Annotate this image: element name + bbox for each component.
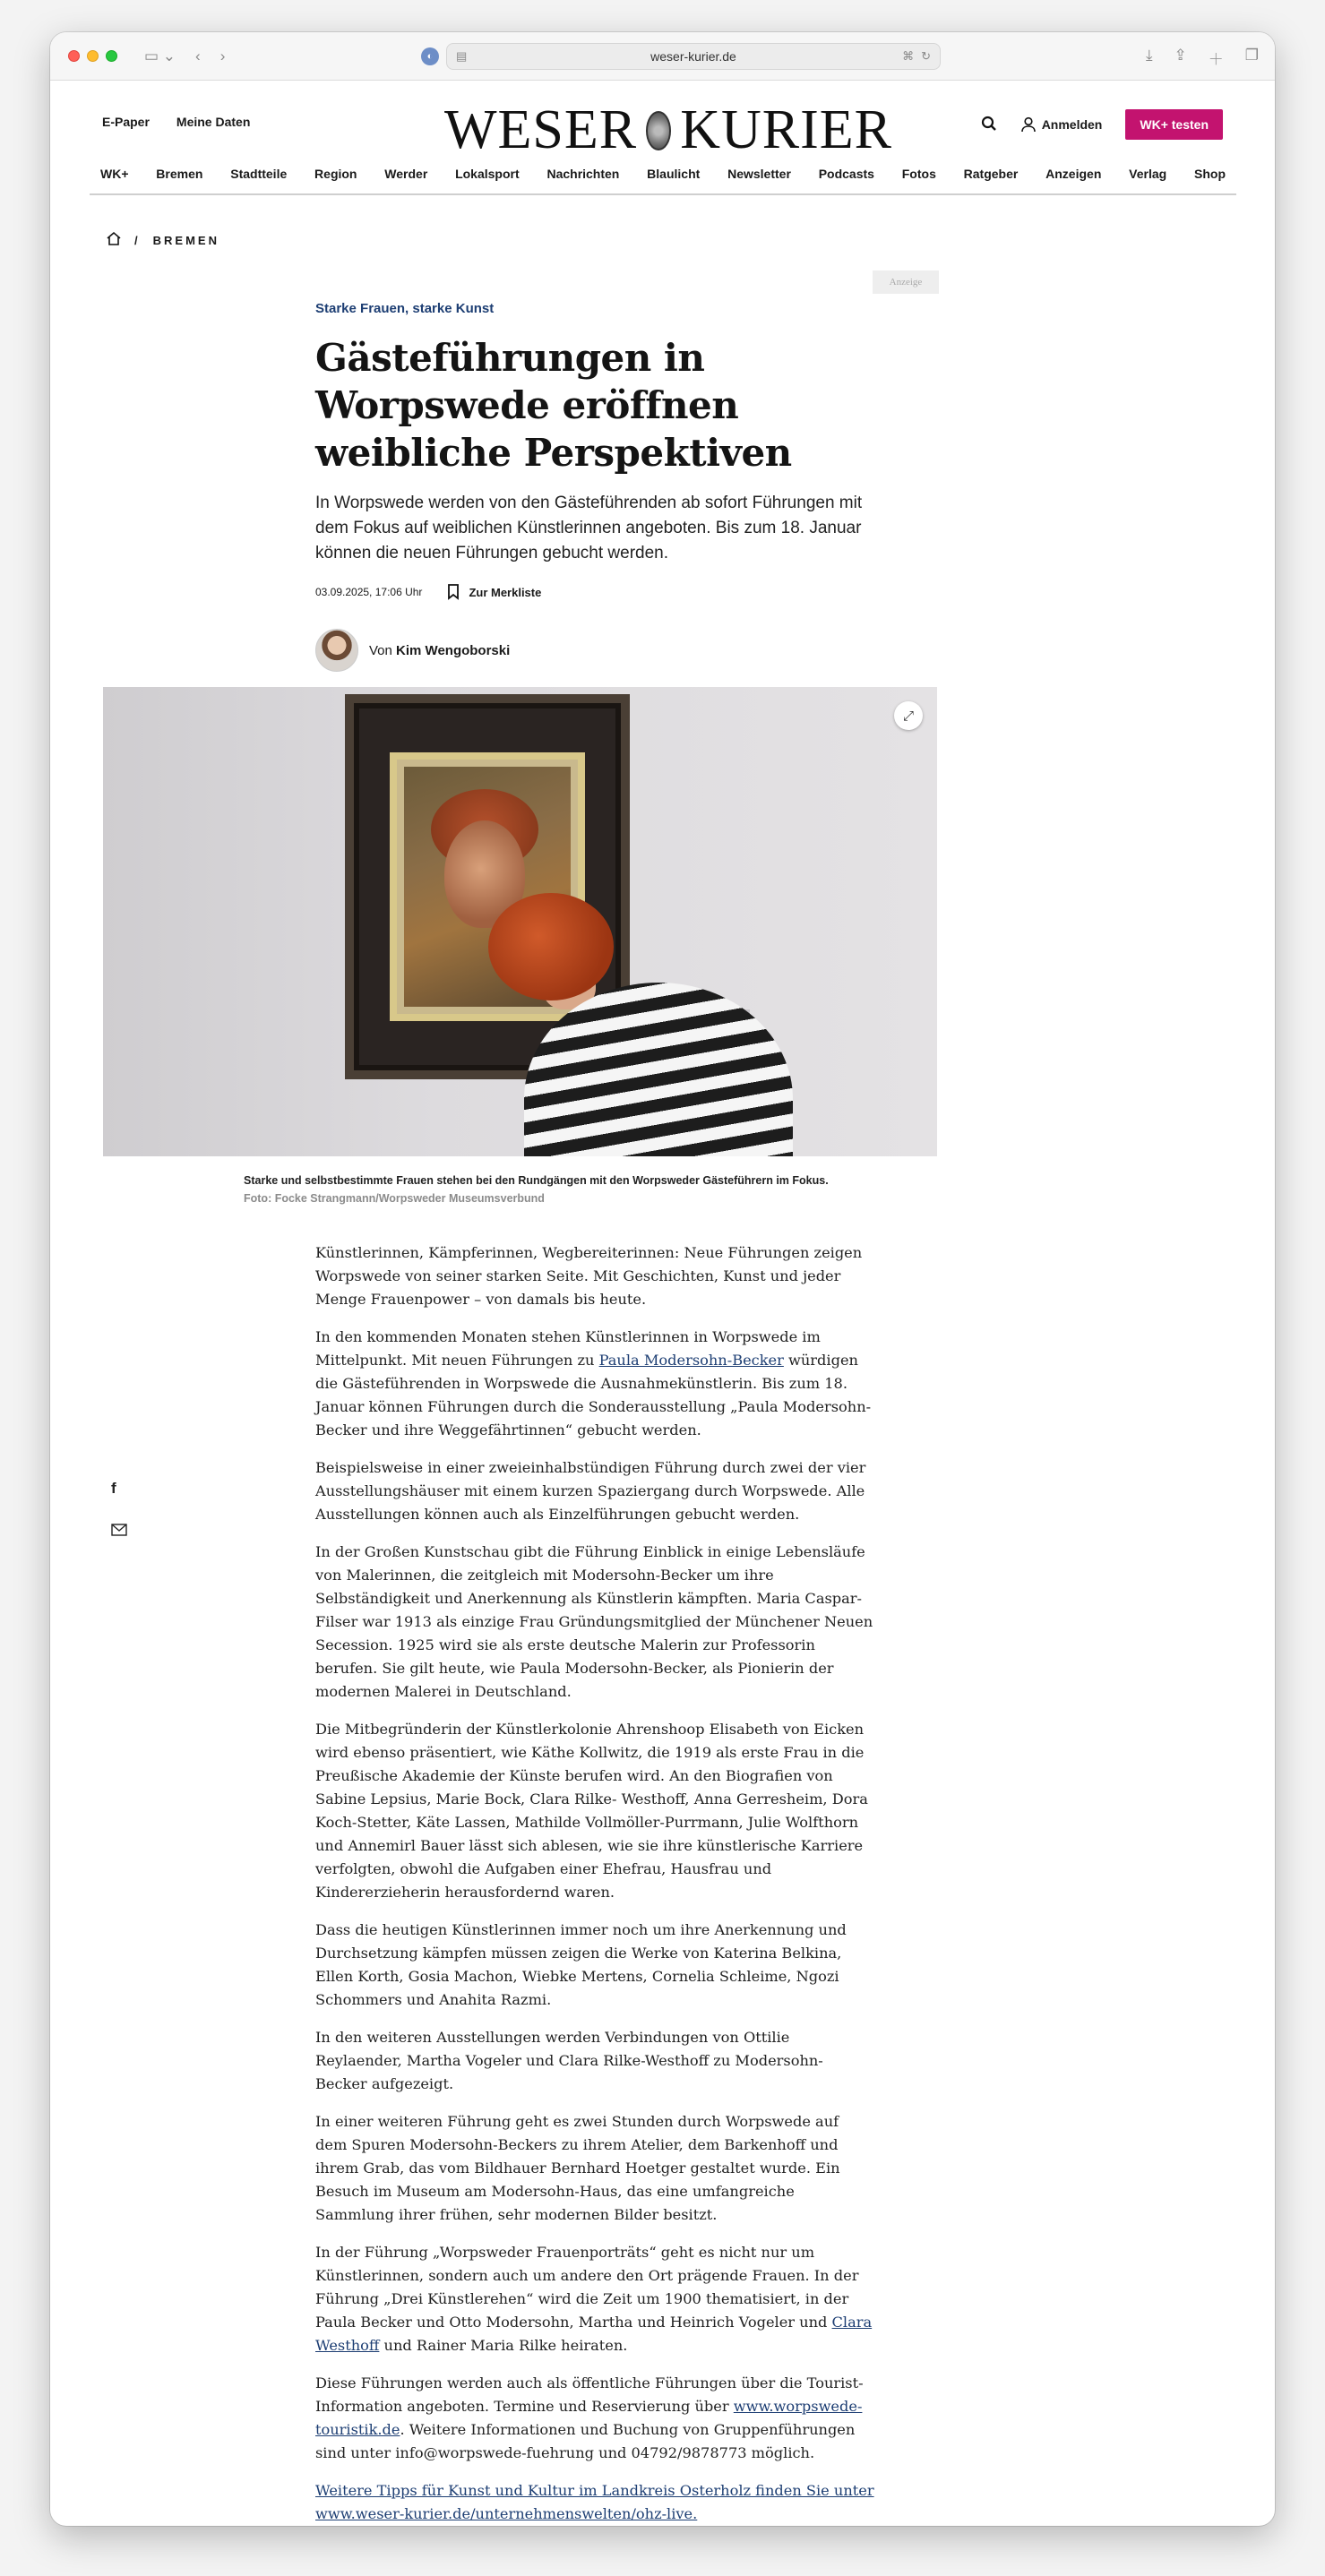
article-meta xyxy=(315,584,880,600)
paragraph: Beispielsweise in einer zweieinhalbstündigen Führung durch zwei der vier Ausstellungshäuser mit einem kurzen Spaziergang durch Worpswede. Alle Ausstellungen können auch als Einzelführungen gebucht werden. xyxy=(315,1459,866,1523)
wk-testen-button[interactable]: WK+ testen xyxy=(1125,109,1223,140)
logo-right: KURIER xyxy=(680,99,892,160)
article-date: 03.09.2025, 17:06 Uhr xyxy=(315,586,423,598)
breadcrumb xyxy=(106,231,219,249)
home-icon[interactable] xyxy=(106,231,122,249)
link-clara-westhoff[interactable]: Clara Westhoff xyxy=(315,2314,873,2354)
paragraph: Dass die heutigen Künstlerinnen immer noch um ihre Anerkennung und Durchsetzung kämpfen müssen zeigen die Werke von Katerina Belkina, Ellen Korth, Gosia Machon, Wiebke Mertens, Cornelia Schleime, Ngozi Schommers und Anahita Razmi. xyxy=(315,1921,847,2008)
paragraph: Die Mitbegründerin der Künstlerkolonie Ahrenshoop Elisabeth von Eicken wird ebenso präsentiert, wie Käthe Kollwitz, die 1919 als erste Frau in die Preußische Akademie der Künste berufen wird. An den Biografien von Sabine Lepsius, Marie Bock, Clara Rilke- Westhoff, Anna Gerresheim, Dora Koch-Stetter, Käte Lassen, Mathilde Vollmöller-Purrmann, Julie Wolfthorn und Annemirl Bauer lässt sich ablesen, wie sie ihre künstlerische Karriere verfolgten, obwohl die Aufgaben einer Ehefrau, Hausfrau und Kindererzieherin herausfordernd waren. xyxy=(315,1721,868,1901)
forward-icon[interactable]: › xyxy=(219,47,226,64)
translate-icon[interactable]: ⌘ xyxy=(902,49,915,63)
author-line xyxy=(315,629,880,672)
url-text: weser-kurier.de xyxy=(650,49,736,64)
merkliste-label: Zur Merkliste xyxy=(469,585,542,599)
merkliste-button[interactable] xyxy=(447,584,541,600)
site-logo[interactable] xyxy=(444,99,892,162)
nav-item-lokalsport[interactable]: Lokalsport xyxy=(455,167,520,181)
meine-daten-link[interactable]: Meine Daten xyxy=(176,115,251,129)
link-paula[interactable]: Paula Modersohn-Becker xyxy=(598,1352,784,1369)
expand-icon[interactable]: ⤢ xyxy=(894,701,923,730)
article-headline: Gästeführungen in Worpswede eröffnen weibliche Perspektiven xyxy=(315,336,792,475)
crest-icon xyxy=(646,111,671,150)
nav-item-shop[interactable]: Shop xyxy=(1194,167,1226,181)
close-window-button[interactable] xyxy=(68,50,80,62)
back-icon[interactable]: ‹ xyxy=(195,47,201,64)
minimize-window-button[interactable] xyxy=(87,50,99,62)
share-icon[interactable]: ⇪ xyxy=(1174,47,1187,64)
epaper-link[interactable]: E-Paper xyxy=(102,115,150,129)
maximize-window-button[interactable] xyxy=(106,50,117,62)
nav-item-anzeigen[interactable]: Anzeigen xyxy=(1045,167,1102,181)
nav-item-fotos[interactable]: Fotos xyxy=(901,167,936,181)
article-kicker: Starke Frauen, starke Kunst xyxy=(315,301,495,316)
article-header xyxy=(315,301,880,672)
share-bar xyxy=(111,1480,127,1541)
paragraph: Diese Führungen werden auch als öffentliche Führungen über die Tourist-Information angeboten. Termine und Reservierung über www.worpswede-touristik.de. Weitere Informationen und Buchung von Gruppenführungen sind unter info@worpswede-fuehrung und 04792/9878773 möglich. xyxy=(315,2374,864,2461)
user-icon xyxy=(1020,116,1037,133)
tabs-icon[interactable]: ❐ xyxy=(1244,47,1259,64)
paragraph: In einer weiteren Führung geht es zwei Stunden durch Worpswede auf dem Spuren Modersohn-Beckers zu ihrem Atelier, dem Barkenhoff und ihrem Grab, das vom Bildhauer Bernhard Hoetger gestaltet wurde. Ein Besuch im Museum am Modersohn-Haus, das eine umfangreiche Sammlung ihrer frühen, sehr modernen Bilder besitzt. xyxy=(315,2113,840,2223)
nav-item-ratgeber[interactable]: Ratgeber xyxy=(963,167,1019,181)
nav-item-verlag[interactable]: Verlag xyxy=(1129,167,1167,181)
nav-item-newsletter[interactable]: Newsletter xyxy=(727,167,791,181)
bookmark-icon xyxy=(447,584,460,600)
paragraph: In den kommenden Monaten stehen Künstlerinnen in Worpswede im Mittelpunkt. Mit neuen Führungen zu Paula Modersohn-Becker würdigen die Gästeführenden in Worpswede die Ausnahmekünstlerin. Bis zum 18. Januar können Führungen durch die Sonderausstellung „Paula Modersohn-Becker und ihre Weggefährtinnen“ gebucht werden. xyxy=(315,1328,872,1438)
new-tab-icon[interactable]: ＋ xyxy=(1208,51,1224,68)
sidebar-icon[interactable]: ▭ ⌄ xyxy=(144,47,176,64)
tips-link[interactable]: Weitere Tipps für Kunst und Kultur im Landkreis Osterholz finden Sie unter www.weser-kurier.de/unternehmenswelten/ohz-live. xyxy=(315,2482,874,2522)
browser-window xyxy=(50,32,1275,2526)
shield-icon[interactable]: ◐ xyxy=(421,47,439,65)
author-prefix: Von xyxy=(369,642,392,658)
window-controls xyxy=(68,50,117,62)
login-label: Anmelden xyxy=(1041,117,1103,132)
breadcrumb-section[interactable]: BREMEN xyxy=(152,233,219,247)
nav-item-wkplus[interactable]: WK+ xyxy=(100,167,129,181)
paragraph: In der Führung „Worpsweder Frauenporträts“ geht es nicht nur um Künstlerinnen, sondern auch um andere den Ort prägende Frauen. In der Führung „Drei Künstlerehen“ wird die Zeit um 1900 thematisiert, in der Paula Becker und Otto Modersohn, Martha und Heinrich Vogeler und Clara Westhoff und Rainer Maria Rilke heiraten. xyxy=(315,2244,873,2354)
breadcrumb-separator: / xyxy=(134,233,141,247)
mail-icon[interactable] xyxy=(111,1523,127,1541)
article-lead: In Worpswede werden von den Gästeführenden ab sofort Führungen mit dem Fokus auf weiblichen Künstlerinnen angeboten. Bis zum 18. Januar können die neuen Führungen gebucht werden. xyxy=(315,494,863,562)
paragraph: Künstlerinnen, Kämpferinnen, Wegbereiterinnen: Neue Führungen zeigen Worpswede von seiner starken Seite. Mit Geschichten, Kunst und jeder Menge Frauenpower – von damals bis heute. xyxy=(315,1244,863,1308)
site-header xyxy=(50,81,1275,170)
image-caption xyxy=(244,1172,907,1207)
ad-label: Anzeige xyxy=(873,270,939,294)
login-link[interactable] xyxy=(1020,116,1103,133)
nav-item-stadtteile[interactable]: Stadtteile xyxy=(230,167,288,181)
facebook-icon[interactable]: f xyxy=(111,1480,116,1497)
caption-text: Starke und selbstbestimmte Frauen stehen bei den Rundgängen mit den Worpsweder Gästeführern im Fokus. xyxy=(244,1174,829,1187)
nav-item-region[interactable]: Region xyxy=(314,167,357,181)
author-name[interactable]: Kim Wengoborski xyxy=(396,642,511,658)
logo-left: WESER xyxy=(444,99,638,160)
address-bar[interactable] xyxy=(446,43,941,70)
article-body xyxy=(315,1241,874,2526)
reader-icon[interactable]: ▤ xyxy=(456,49,468,63)
nav-item-werder[interactable]: Werder xyxy=(384,167,428,181)
nav-item-podcasts[interactable]: Podcasts xyxy=(818,167,874,181)
browser-titlebar xyxy=(50,32,1275,81)
caption-credit: Foto: Focke Strangmann/Worpsweder Museumsverbund xyxy=(244,1192,545,1205)
avatar xyxy=(315,629,358,672)
search-icon[interactable] xyxy=(981,116,997,134)
main-nav xyxy=(90,159,1236,195)
link-worpswede-touristik[interactable]: www.worpswede-touristik.de xyxy=(315,2398,863,2438)
reload-icon[interactable]: ↻ xyxy=(921,49,931,63)
nav-item-blaulicht[interactable]: Blaulicht xyxy=(647,167,701,181)
paragraph: In den weiteren Ausstellungen werden Verbindungen von Ottilie Reylaender, Martha Vogeler und Clara Rilke-Westhoff zu Modersohn-Becker aufgezeigt. xyxy=(315,2029,823,2092)
nav-item-nachrichten[interactable]: Nachrichten xyxy=(546,167,620,181)
download-icon[interactable]: ⤓ xyxy=(1145,47,1153,64)
paragraph: In der Großen Kunstschau gibt die Führung Einblick in einige Lebensläufe von Malerinnen, die zeitgleich mit Modersohn-Becker um ihre Selbständigkeit und Anerkennung als Künstlerin kämpften. Maria Caspar-Filser war 1913 als einzige Frau Gründungsmitglied der Münchener Neuen Secession. 1925 wird sie als erste deutsche Malerin zur Professorin berufen. Sie gilt heute, wie Paula Modersohn-Becker, als Pionierin der modernen Malerei in Deutschland. xyxy=(315,1543,873,1700)
article-image[interactable] xyxy=(103,687,937,1156)
nav-item-bremen[interactable]: Bremen xyxy=(156,167,203,181)
